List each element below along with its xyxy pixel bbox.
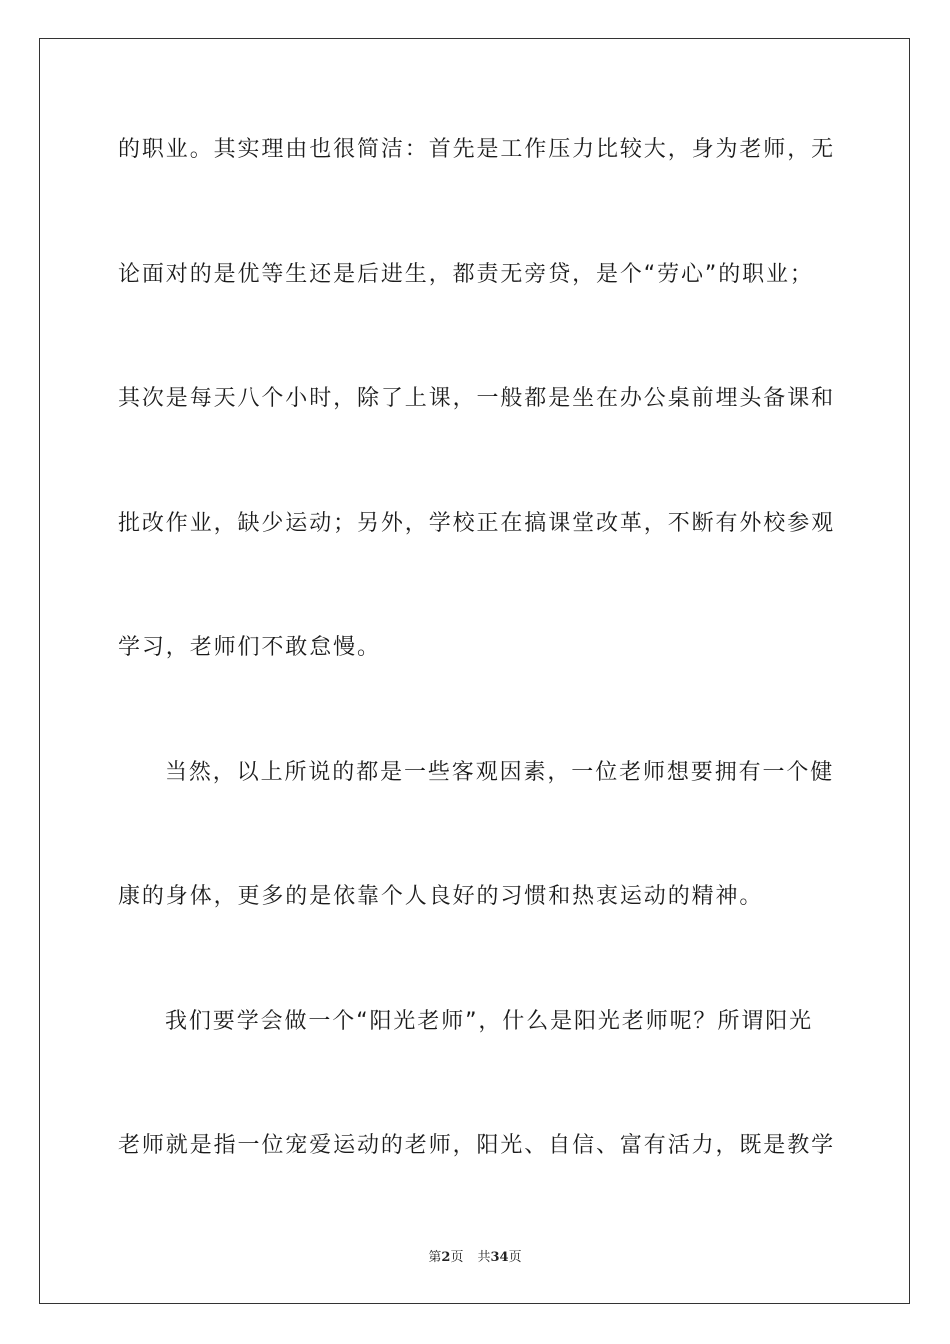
page-prefix: 第 [428,1250,442,1265]
text-line-6: 当然，以上所说的都是一些客观因素，一位老师想要拥有一个健 [165,760,835,785]
text-line-9: 老师就是指一位宠爱运动的老师，阳光、自信、富有活力，既是教学 [118,1133,836,1158]
text-line-2: 论面对的是优等生还是后进生，都责无旁贷，是个“劳心”的职业； [118,262,814,287]
page-footer [0,1249,950,1267]
text-line-3: 其次是每天八个小时，除了上课，一般都是坐在办公桌前埋头备课和 [118,386,836,411]
page-border [39,38,910,1304]
text-line-7: 康的身体，更多的是依靠个人良好的习惯和热衷运动的精神。 [118,884,764,909]
page-total: 34 [490,1250,509,1265]
page-suffix: 页 [450,1250,464,1265]
text-line-8: 我们要学会做一个“阳光老师”，什么是阳光老师呢？所谓阳光 [165,1009,813,1034]
total-prefix: 共 [477,1250,491,1265]
page-current: 2 [441,1250,451,1265]
total-suffix: 页 [508,1250,522,1265]
text-line-5: 学习，老师们不敢怠慢。 [118,635,381,660]
text-line-4: 批改作业，缺少运动；另外，学校正在搞课堂改革，不断有外校参观 [118,511,836,536]
text-line-1: 的职业。其实理由也很简洁：首先是工作压力比较大，身为老师，无 [118,137,836,162]
